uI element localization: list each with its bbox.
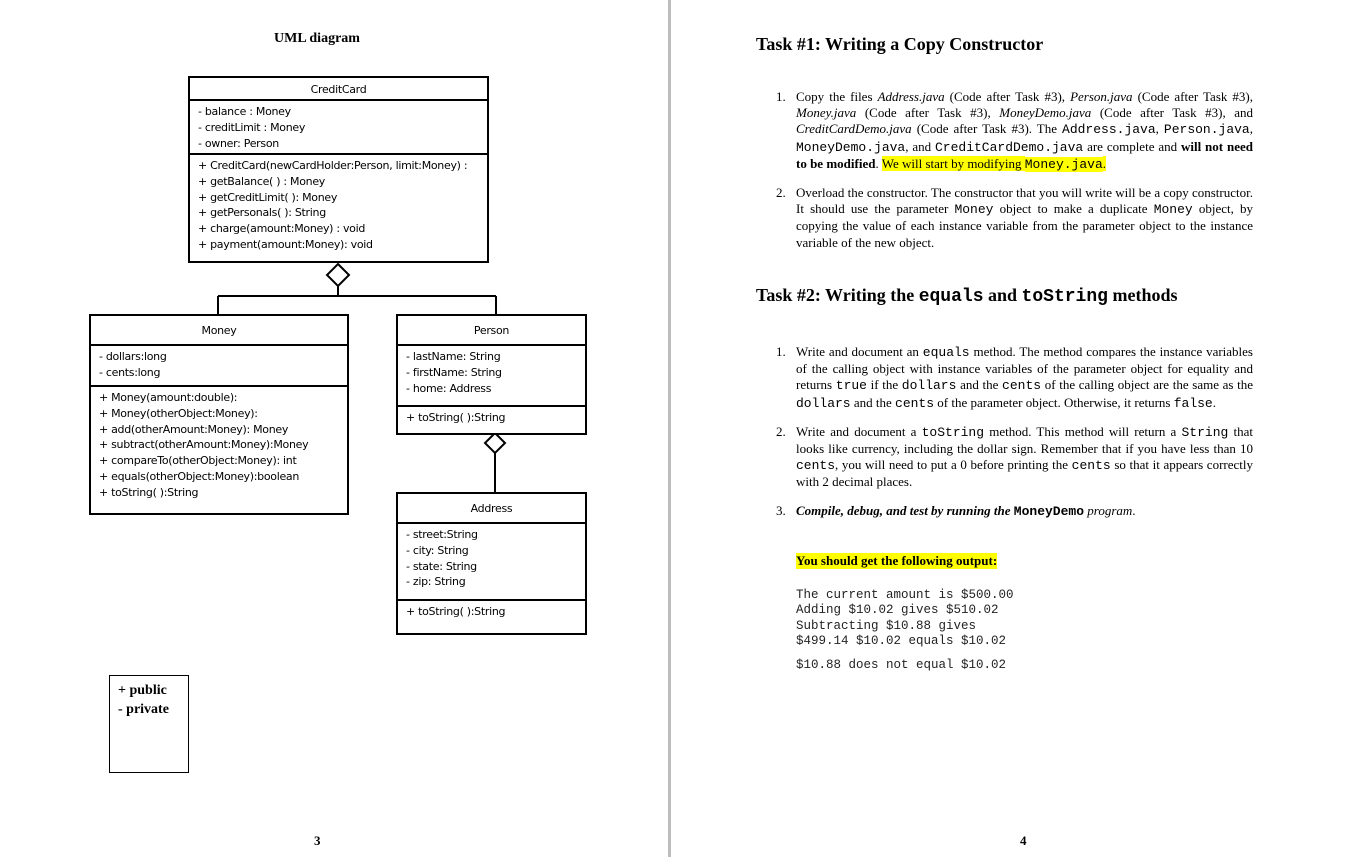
class-methods (398, 599, 585, 624)
output-heading: You should get the following output: (796, 553, 998, 568)
class-methods (91, 385, 347, 505)
attribute: - dollars:long (99, 350, 167, 363)
class-address (396, 492, 587, 635)
method: + subtract(otherAmount:Money):Money (99, 438, 309, 452)
class-attributes (398, 524, 585, 599)
method: + compareTo(otherObject:Money): int (99, 454, 297, 468)
task2-item-1: 1. Write and document an equals method. The method compares the instance variables of the calling object with instance variables of the parameter object for equality and returns true if the dollars and the cents of the calling object are the same as the dollars and the cents of the parameter object. Otherwise, it returns false. (776, 344, 1254, 411)
attribute: - balance : Money (198, 105, 291, 118)
method: + payment(amount:Money): void (198, 237, 373, 251)
attribute: - lastName: String (406, 350, 501, 363)
class-attributes (398, 346, 585, 405)
uml-diagram-title: UML diagram (274, 31, 360, 46)
item-number: 1. (776, 89, 786, 104)
class-money (89, 314, 349, 515)
legend-public: + public (118, 683, 167, 698)
method: + charge(amount:Money) : void (198, 222, 366, 236)
class-attributes (91, 346, 347, 385)
item-number: 3. (776, 502, 786, 518)
attribute: - owner: Person (198, 136, 279, 150)
method: + toString( ):String (99, 485, 199, 499)
output-line: Subtracting $10.88 gives (796, 618, 977, 633)
task1-heading: Task #1: Writing a Copy Constructor (756, 34, 1044, 54)
output-line: The current amount is $500.00 (796, 588, 1014, 602)
page-number-left: 3 (314, 833, 321, 848)
class-methods (190, 153, 487, 257)
method: + toString( ):String (406, 411, 506, 424)
attribute: - home: Address (406, 381, 492, 395)
attribute: - creditLimit : Money (198, 120, 306, 134)
item-number: 2. (776, 423, 786, 439)
class-creditcard (188, 76, 489, 263)
task2-list (756, 344, 1253, 532)
attribute: - street:String (406, 528, 478, 541)
item-number: 2. (776, 185, 786, 201)
class-person (396, 314, 587, 435)
class-methods (398, 405, 585, 430)
task2-heading: Task #2: Writing the equals and toString methods (756, 285, 1178, 307)
attribute: - firstName: String (406, 365, 502, 379)
task2-item-3: 3. Compile, debug, and test by running the MoneyDemo program. (776, 502, 1136, 519)
class-name: CreditCard (190, 78, 487, 101)
class-name: Address (398, 494, 585, 524)
page-number-right: 4 (1020, 833, 1027, 848)
task1-item-1: 1. Copy the files Address.java (Code after Task #3), Person.java (Code after Task #3), Money.java (Code after Task #3), MoneyDemo.java (Code after Task #3), and CreditCardDemo.java (Code after Task #3). The Address.java, Person.java, MoneyDemo.java, and CreditCardDemo.java are complete and will not need to be modified. We will start by modifying Money.java. (776, 89, 1254, 172)
attribute: - city: String (406, 543, 469, 557)
method: + getCreditLimit( ): Money (198, 190, 338, 204)
highlighted-text: We will start by modifying (881, 155, 1025, 171)
method: + add(otherAmount:Money): Money (99, 422, 289, 436)
attribute: - zip: String (406, 575, 466, 589)
task2-item-2: 2. Write and document a toString method. This method will return a String that looks like currency, including the dollar sign. Remember that if you have less than 10 cents, you will need to put a 0 before printing the cents so that it appears correctly with 2 decimal places. (776, 423, 1253, 490)
item-number: 1. (776, 344, 786, 359)
method: + toString( ):String (406, 605, 506, 618)
output-line: $499.14 $10.02 equals $10.02 (796, 633, 1007, 648)
method: + CreditCard(newCardHolder:Person, limit:Money) : (198, 159, 468, 172)
attribute: - cents:long (99, 365, 161, 379)
page-divider (668, 0, 671, 857)
class-name: Money (91, 316, 347, 346)
legend-private: - private (118, 702, 169, 717)
task1-item-2: 2. Overload the constructor. The constructor that you will write will be a copy constructor. It should use the parameter Money object to make a duplicate Money object, by copying the value of each instance variable from the parameter object to the instance variable of the new object. (776, 185, 1253, 250)
person-aggregation-diamond (485, 433, 505, 453)
method: + Money(amount:double): (99, 391, 238, 404)
method: + getBalance( ) : Money (198, 174, 325, 188)
output-line: Adding $10.02 gives $510.02 (796, 603, 999, 618)
method: + equals(otherObject:Money):boolean (99, 469, 300, 483)
class-name: Person (398, 316, 585, 346)
class-attributes (190, 101, 487, 153)
visibility-legend (109, 675, 189, 773)
method: + Money(otherObject:Money): (99, 406, 258, 420)
output-last-line: $10.88 does not equal $10.02 (796, 658, 1007, 672)
highlighted-code: Money.java (1024, 156, 1103, 172)
creditcard-aggregation-diamond (327, 264, 349, 286)
program-output (796, 588, 1014, 649)
task1-list (756, 89, 1253, 263)
method: + getPersonals( ): String (198, 206, 326, 220)
attribute: - state: String (406, 559, 477, 573)
